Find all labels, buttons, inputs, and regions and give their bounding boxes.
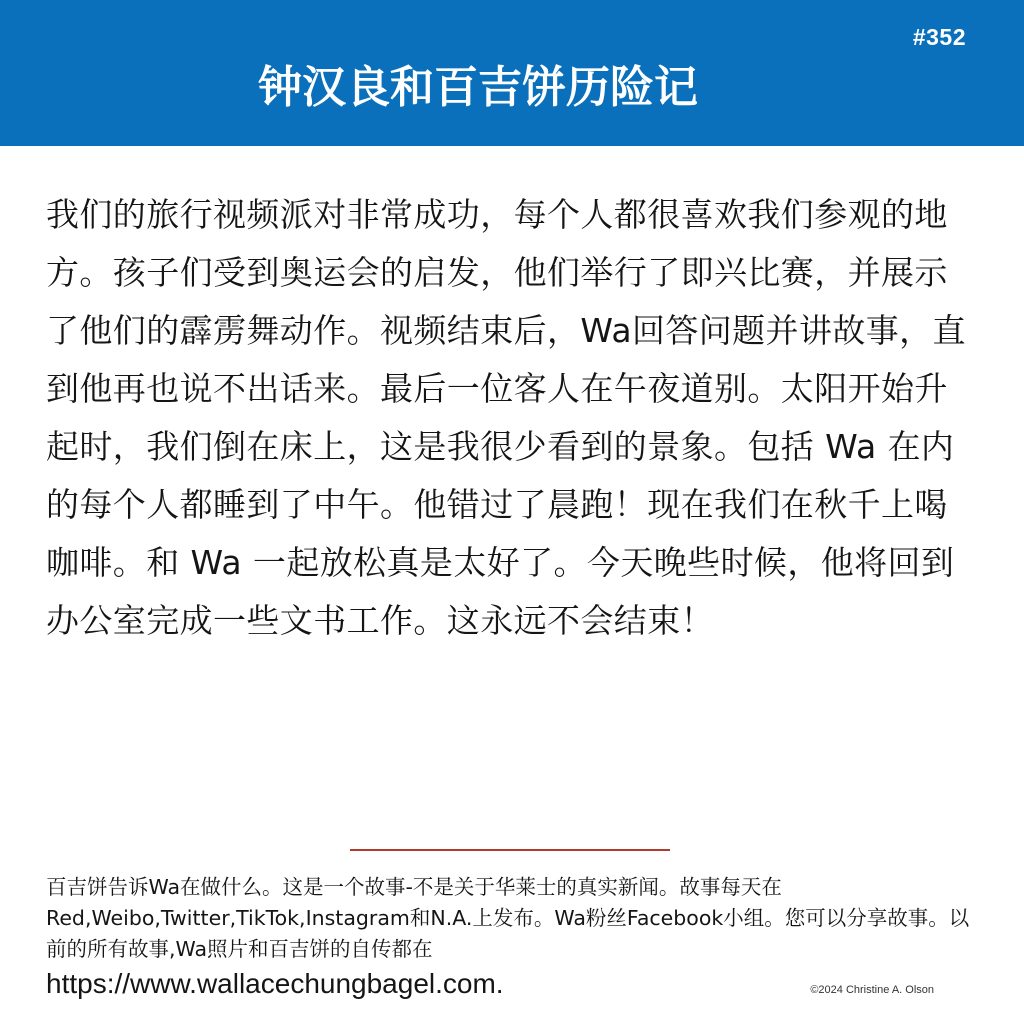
page-title: 钟汉良和百吉饼历险记 xyxy=(258,62,698,113)
story-text: 我们的旅行视频派对非常成功，每个人都很喜欢我们参观的地方。孩子们受到奥运会的启发，他们举行了即兴比赛，并展示了他们的霹雳舞动作。视频结束后，Wa回答问题并讲故事，直到他再也说不出话来。最后一位客人在午夜道别。太阳开始升起时，我们倒在床上，这是我很少看到的景象。包括 Wa 在内的每个人都睡到了中午。他错过了晨跑！现在我们在秋千上喝咖啡。和 Wa 一起放松真是太好了。今天晚些时候，他将回到办公室完成一些文书工作。这永远不会结束！ xyxy=(46,195,966,640)
divider-line xyxy=(350,849,670,851)
copyright-notice: ©2024 Christine A. Olson xyxy=(810,984,934,996)
footer-note xyxy=(46,872,986,1001)
episode-number: #352 xyxy=(912,24,966,50)
header-banner xyxy=(0,0,1024,146)
website-link[interactable]: https://www.wallacechungbagel.com. xyxy=(46,968,504,999)
footer-description: 百吉饼告诉Wa在做什么。这是一个故事-不是关于华莱士的真实新闻。故事每天在Red,Weibo,Twitter,TikTok,Instagram和N.A.上发布。Wa粉丝Facebook小组。您可以分享故事。以前的所有故事,Wa照片和百吉饼的自传都在 xyxy=(46,875,970,961)
